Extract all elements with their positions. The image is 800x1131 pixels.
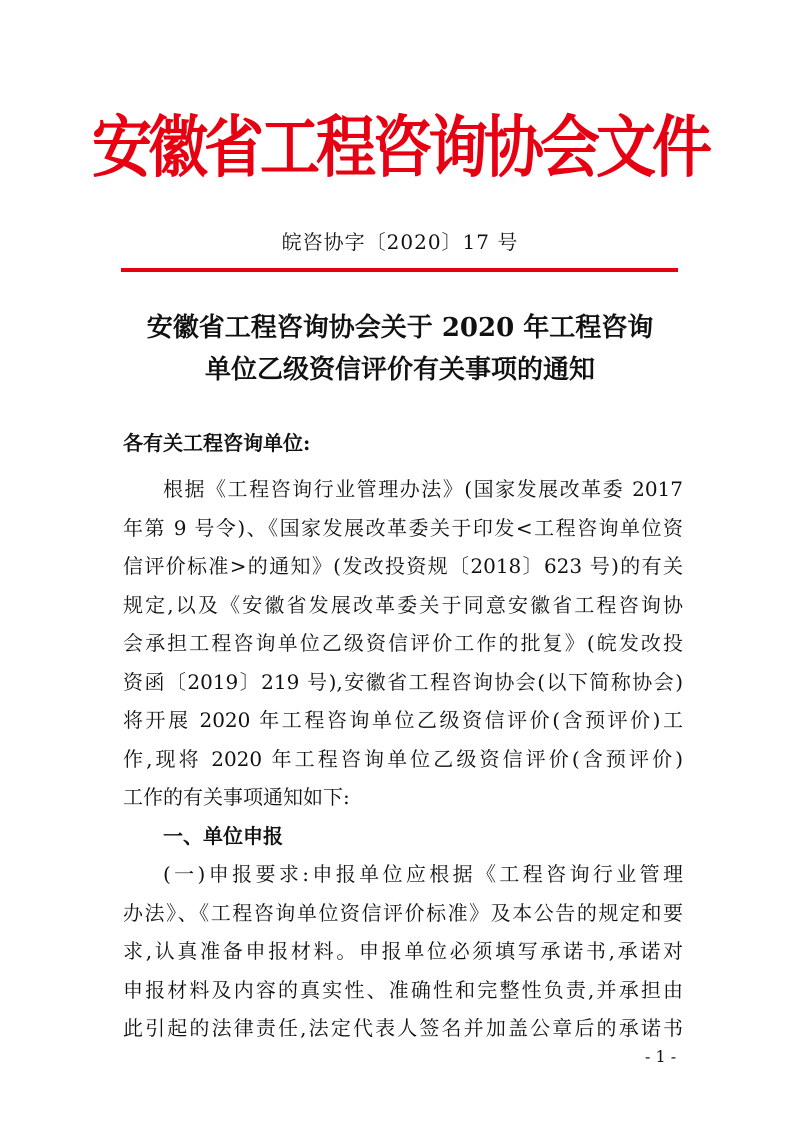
red-divider-line [121,268,678,272]
body-line: 规定,以及《安徽省发展改革委关于同意安徽省工程咨询协 [123,592,683,617]
body-line: 年第 9 号令)、《国家发展改革委关于印发<工程咨询单位资 [123,515,683,540]
body-line: 工作的有关事项通知如下: [123,785,350,809]
body-line: 根据《工程咨询行业管理办法》(国家发展改革委 2017 [163,477,683,501]
body-line: 会承担工程咨询单位乙级资信评价工作的批复》(皖发改投 [123,631,683,655]
body-line: 此引起的法律责任,法定代表人签名并加盖公章后的承诺书 [123,1016,683,1040]
body-line: 求,认真准备申报材料。申报单位必须填写承诺书,承诺对 [123,939,683,963]
document-masthead: 安徽省工程咨询协会文件 [92,108,708,188]
body-line: 办法》、《工程咨询单位资信评价标准》及本公告的规定和要 [123,900,683,925]
body-line: 信评价标准>的通知》(发改投资规〔2018〕623 号)的有关 [123,554,683,578]
notice-body [123,470,683,1048]
notice-title-line-2: 单位乙级资信评价有关事项的通知 [204,355,595,385]
notice-title-line-1: 安徽省工程咨询协会关于 2020 年工程咨询 [146,313,654,343]
body-line: (一)申报要求:申报单位应根据《工程咨询行业管理 [163,862,683,886]
document-number: 皖咨协字〔2020〕17 号 [281,230,519,254]
body-line: 资函〔2019〕219 号),安徽省工程咨询协会(以下简称协会) [123,669,683,694]
section-heading: 一、单位申报 [163,823,283,848]
salutation: 各有关工程咨询单位: [123,431,311,455]
body-line: 将开展 2020 年工程咨询单位乙级资信评价(含预评价)工 [123,708,683,732]
body-line: 作,现将 2020 年工程咨询单位乙级资信评价(含预评价) [123,746,683,771]
body-line: 申报材料及内容的真实性、准确性和完整性负责,并承担由 [123,977,683,1002]
notice-title [100,307,700,391]
page-number: - 1 - [645,1047,677,1066]
